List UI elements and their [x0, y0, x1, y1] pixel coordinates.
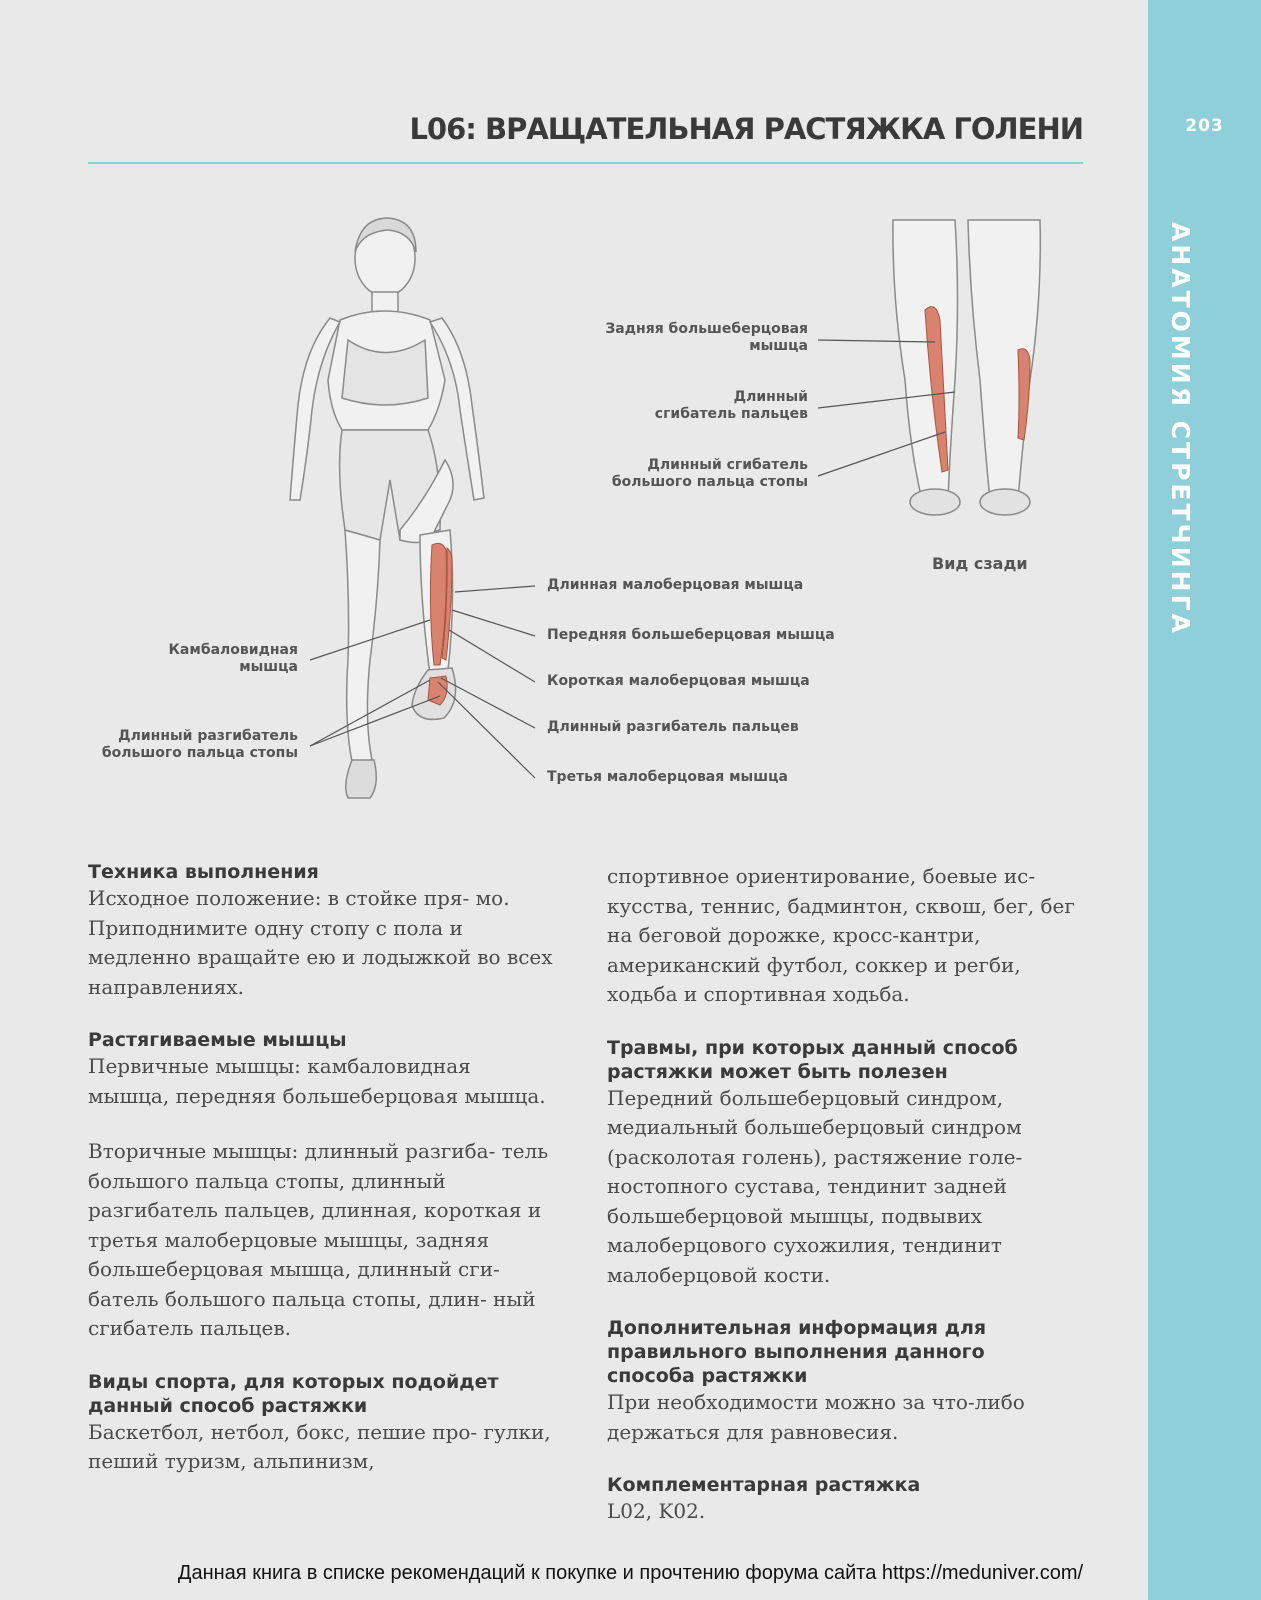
leader-extensor-hallucis-a: [310, 680, 430, 746]
label-extensor-digitorum: Длинный разгибатель пальцев: [547, 719, 799, 735]
section-title: АНАТОМИЯ СТРЕТЧИНГА: [1166, 222, 1195, 636]
leader-peroneus-tertius: [438, 682, 535, 778]
left-column: [88, 860, 558, 1503]
back-view-caption: Вид сзади: [932, 554, 1028, 573]
back-left-heel: [910, 489, 960, 515]
primary-muscles-text: Первичные мышцы: камбаловидная мышца, передняя большеберцовая мышца.: [88, 1054, 546, 1108]
label-peroneus-longus: Длинная малоберцовая мышца: [547, 577, 804, 593]
label-tibialis-posterior: Задняя большеберцовая мышца: [605, 321, 808, 354]
complementary-heading: Комплементарная растяжка: [607, 1474, 921, 1496]
extra-info-text: При необходимости можно за что-либо держаться для равновесия.: [607, 1390, 1025, 1444]
label-peroneus-tertius: Третья малоберцовая мышца: [547, 769, 788, 785]
back-muscle-flexor: [1018, 349, 1030, 440]
sports-continued-text: спортивное ориентирование, боевые ис- кусства, теннис, бадминтон, сквош, бег, бег на беговой дорожке, кросс-кантри, американский футбол, соккер и регби, ходьба и спортивная ходьба.: [607, 864, 1075, 1006]
secondary-muscles-text: Вторичные мышцы: длинный разгиба- тель большого пальца стопы, длинный разгибатель пальцев, длинная, короткая и третья малоберцовые мышцы, задняя большеберцовая мышца, длинный сги- батель большого пальца стопы, длин- ный сгибатель пальцев.: [88, 1139, 549, 1340]
section-sidebar: [1148, 0, 1261, 1600]
sports-text: Баскетбол, нетбол, бокс, пешие про- гулки, пеший туризм, альпинизм,: [88, 1419, 551, 1473]
figure-left-shoe: [346, 760, 377, 798]
label-peroneus-brevis: Короткая малоберцовая мышца: [547, 673, 810, 689]
leader-extensor-hallucis-b: [310, 696, 440, 746]
label-extensor-hallucis: Длинный разгибатель большого пальца стопы: [101, 728, 298, 761]
leader-peroneus-longus: [455, 586, 535, 592]
footer-note: Данная книга в списке рекомендаций к покупке и прочтению форума сайта https://meduniver.com/: [177, 1562, 1084, 1584]
title-rule: [88, 162, 1083, 164]
label-tibialis-anterior: Передняя большеберцовая мышца: [547, 627, 835, 643]
figure-neck: [372, 292, 398, 312]
leader-extensor-digitorum: [441, 678, 535, 728]
label-flexor-digitorum: Длинный сгибатель пальцев: [654, 389, 808, 422]
injuries-text: Передний большеберцовый синдром, медиальный большеберцовый синдром (расколотая голень), растяжение голе- ностопного сустава, тендинит задней большеберцовой мышцы, подвывих малоберцового сухожилия, тендинит малоберцовой кости.: [607, 1085, 1023, 1287]
page-number: 203: [1185, 116, 1224, 136]
technique-text: Исходное положение: в стойке пря- мо. Приподнимите одну стопу с пола и медленно вращайте ею и лодыжкой во всех направлениях.: [88, 886, 553, 999]
leader-tibialis-anterior: [452, 610, 535, 636]
label-flexor-hallucis: Длинный сгибатель большого пальца стопы: [611, 457, 808, 490]
right-column: [607, 862, 1077, 1553]
extra-info-heading: Дополнительная информация для правильного выполнения данного способа растяжки: [607, 1317, 987, 1387]
muscles-heading: Растягиваемые мышцы: [88, 1029, 347, 1051]
complementary-text: L02, K02.: [607, 1499, 706, 1523]
anatomy-illustration: [0, 200, 1148, 840]
injuries-heading: Травмы, при которых данный способ растяжки может быть полезен: [607, 1036, 1018, 1083]
label-soleus: Камбаловидная мышца: [168, 642, 298, 675]
technique-heading: Техника выполнения: [88, 861, 319, 883]
sports-heading: Виды спорта, для которых подойдет данный способ растяжки: [88, 1370, 499, 1417]
back-right-heel: [980, 489, 1030, 515]
page-title: L06: ВРАЩАТЕЛЬНАЯ РАСТЯЖКА ГОЛЕНИ: [409, 112, 1083, 146]
leader-peroneus-brevis: [449, 630, 535, 682]
